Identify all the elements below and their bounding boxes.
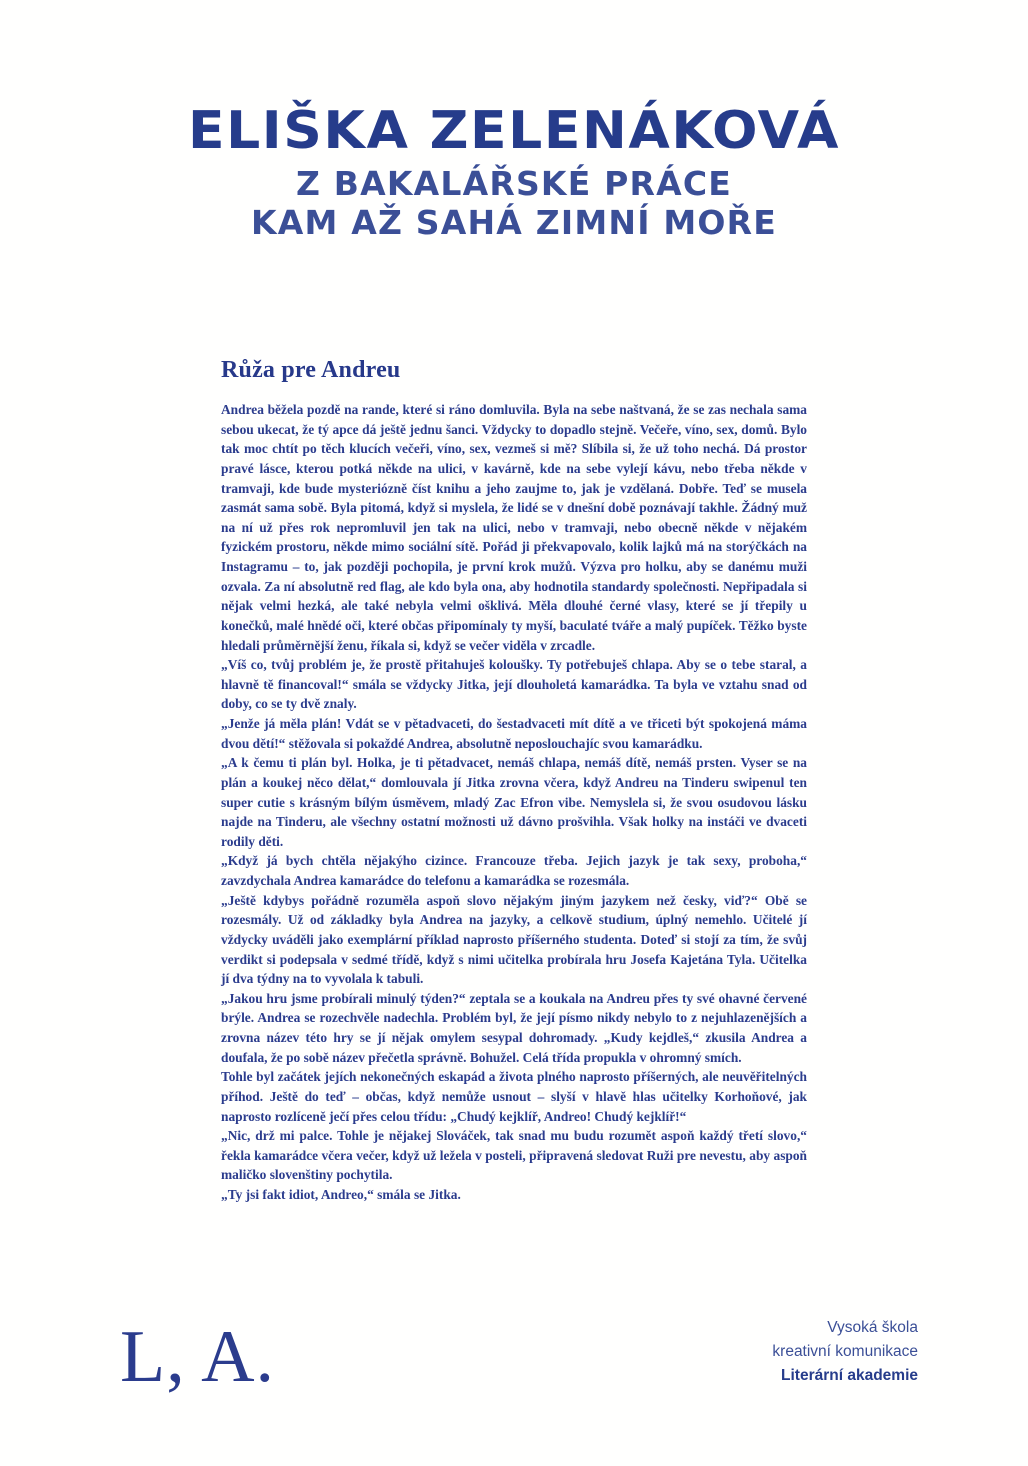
story-title: Růža pre Andreu bbox=[221, 357, 401, 383]
story-paragraph: Tohle byl začátek jejích nekonečných eskapád a života plného naprosto příšerných, ale neuvěřitelných příhod. Ještě do teď – občas, když nemůže usnout – slyší v hlavě hlas učitelky Korhoňové, jak naprosto rozlíceně ječí přes celou třídu: „Chudý kejklíř, Andreo! Chudý kejklíř!“ bbox=[221, 1069, 807, 1124]
academy-logo: L, A. bbox=[120, 1316, 276, 1398]
story-content bbox=[221, 357, 807, 1205]
subtitle-source: Z BAKALÁŘSKÉ PRÁCE bbox=[295, 163, 733, 203]
story-paragraph: „Ještě kdybys pořádně rozuměla aspoň slovo nějakým jiným jazykem než česky, viď?“ Obě se rozesmály. Už od základky byla Andrea na jazyky, a celkově studium, úplný nemehlo. Učitelé jí vždycky uváděli jako exemplární příklad naprosto příšerného studenta. Doteď si stojí za tím, že svůj verdikt si podepsala v sedmé třídě, když s nimi učitelka probírala hru Josefa Kajetána Tyla. Učitelka jí dva týdny na to vyvolala k tabuli. bbox=[221, 892, 807, 987]
story-paragraph: „Jenže já měla plán! Vdát se v pětadvaceti, do šestadvaceti mít dítě a ve třiceti být spokojená máma dvou dětí!“ stěžovala si pokaždé Andrea, absolutně neposlouchajíc svou kamarádku. bbox=[221, 716, 807, 751]
story-paragraph: „Víš co, tvůj problém je, že prostě přitahuješ koloušky. Ty potřebuješ chlapa. Aby se o tebe staral, a hlavně tě financoval!“ smála se vždycky Jitka, její dlouholetá kamarádka. Ta byla ve vztahu snad od doby, co se ty dvě znaly. bbox=[221, 657, 807, 712]
school-line-1: Vysoká škola bbox=[827, 1318, 918, 1336]
story-body bbox=[221, 400, 807, 1205]
story-paragraph: „Když já bych chtěla nějakýho cizince. Francouze třeba. Jejich jazyk je tak sexy, proboha,“ zavzdychala Andrea kamarádce do telefonu a kamarádka se rozesmála. bbox=[221, 853, 807, 888]
poster-header bbox=[0, 101, 1028, 242]
story-paragraph: „Jakou hru jsme probírali minulý týden?“ zeptala se a koukala na Andreu přes ty své ohavné červené brýle. Andrea se rozechvěle nadechla. Problém byl, že její písmo nikdy nebylo to z nejuhlazenějších a zrovna název této hry se jí nějak omylem sesypal dohromady. „Kudy kejdleš,“ zkusila Andrea a doufala, že po sobě název přečetla správně. Bohužel. Celá třída propukla v ohromný smích. bbox=[221, 990, 807, 1065]
school-line-3: Literární akademie bbox=[781, 1366, 918, 1384]
story-paragraph: „Ty jsi fakt idiot, Andreo,“ smála se Jitka. bbox=[221, 1187, 461, 1202]
subtitle-work-title: KAM AŽ SAHÁ ZIMNÍ MOŘE bbox=[250, 202, 778, 242]
story-paragraph: „Nic, drž mi palce. Tohle je nějakej Slováček, tak snad mu budu rozumět aspoň každý třetí slovo,“ řekla kamarádce včera večer, když už ležela v posteli, připravená sledovat Ruži pre nevestu, aby aspoň maličko slovenštiny pochytila. bbox=[221, 1128, 807, 1183]
school-credit bbox=[772, 1316, 918, 1388]
school-line-2: kreativní komunikace bbox=[772, 1342, 918, 1360]
author-name: ELIŠKA ZELENÁKOVÁ bbox=[188, 101, 840, 161]
story-paragraph: Andrea běžela pozdě na rande, které si ráno domluvila. Byla na sebe naštvaná, že se zas nechala sama sebou ukecat, že tý apce dá ještě jednu šanci. Vždycky to dopadlo stejně. Večeře, víno, sex, domů. Bylo tak moc chtít po těch klucích večeři, víno, sex, vezmeš si mě? Slíbila si, že už toho nechá. Dá prostor pravé lásce, kterou potká někde na ulici, v kavárně, kde na sebe vylejí kávu, nebo třeba někde v tramvaji, kde bude mysteriózně číst knihu a jeho zaujme to, jak je vzdělaná. Dobře. Teď se musela zasmát sama sobě. Byla pitomá, když si myslela, že lidé se v dnešní době poznávají takhle. Žádný muž na ní už přes rok nepromluvil jen tak na ulici, nebo v tramvaji, nebo obecně někde v nějakém fyzickém prostoru, někde mimo sociální sítě. Pořád ji překvapovalo, kolik lajků má na storýčkách na Instagramu – to, jak později pochopila, je první krok mužů. Výzva pro holku, aby se danému muži ozvala. Za ní absolutně red flag, ale kdo byla ona, aby hodnotila standardy společnosti. Nepřipadala si nějak velmi hezká, ale také nebyla velmi ošklivá. Měla dlouhé černé vlasy, které se jí třepily u konečků, malé hnědé oči, které občas připomínaly ty myší, baculaté tváře a malý pupíček. Těžko byste hledali průměrnější ženu, říkala si, když se večer viděla v zrcadle. bbox=[221, 402, 807, 653]
story-paragraph: „A k čemu ti plán byl. Holka, je ti pětadvacet, nemáš chlapa, nemáš dítě, nemáš prsten. Vyser se na plán a koukej něco dělat,“ domlouvala jí Jitka zrovna včera, když Andreu na Tinderu swipenul ten super cutie s krásným bílým úsměvem, mladý Zac Efron vibe. Nemyslela si, že svou osudovou lásku najde na Tinderu, ale všechny ostatní možnosti už dávno prošvihla. Však holky na instáči ve dvaceti rodily děti. bbox=[221, 755, 807, 849]
